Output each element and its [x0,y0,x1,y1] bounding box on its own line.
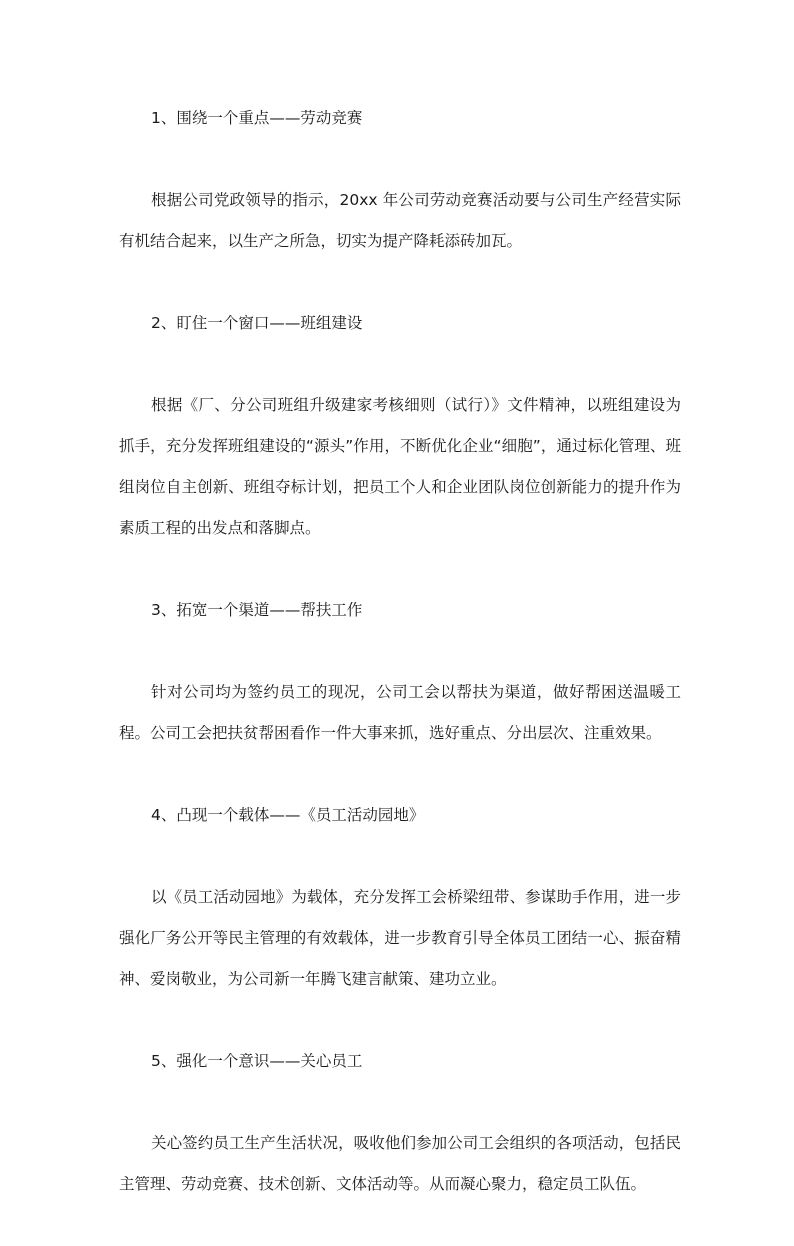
section-heading-3: 3、拓宽一个渠道——帮扶工作 [151,601,363,619]
section-heading-5: 5、强化一个意识——关心员工 [151,1052,363,1070]
section-paragraph-3: 针对公司均为签约员工的现况，公司工会以帮扶为渠道，做好帮困送温暖工程。公司工会把扶贫帮困看作一件大事来抓，选好重点、分出层次、注重效果。 [119,683,681,742]
section-paragraph-4: 以《员工活动园地》为载体，充分发挥工会桥梁纽带、参谋助手作用，进一步强化厂务公开等民主管理的有效载体，进一步教育引导全体员工团结一心、振奋精神、爱岗敬业，为公司新一年腾飞建言献策、建功立业。 [119,888,681,988]
section-paragraph-2: 根据《厂、分公司班组升级建家考核细则（试行）》文件精神，以班组建设为抓手，充分发挥班组建设的“源头”作用，不断优化企业“细胞”，通过标化管理、班组岗位自主创新、班组夺标计划，把员工个人和企业团队岗位创新能力的提升作为素质工程的出发点和落脚点。 [119,396,681,537]
document-body [119,98,681,1246]
section-heading-4: 4、凸现一个载体——《员工活动园地》 [151,806,425,824]
section-heading-2: 2、盯住一个窗口——班组建设 [151,314,363,332]
section-heading-1: 1、围绕一个重点——劳动竞赛 [151,109,363,127]
section-paragraph-5: 关心签约员工生产生活状况，吸收他们参加公司工会组织的各项活动，包括民主管理、劳动竞赛、技术创新、文体活动等。从而凝心聚力，稳定员工队伍。 [119,1134,681,1193]
section-paragraph-1: 根据公司党政领导的指示，20xx 年公司劳动竞赛活动要与公司生产经营实际有机结合起来，以生产之所急，切实为提产降耗添砖加瓦。 [119,191,681,250]
